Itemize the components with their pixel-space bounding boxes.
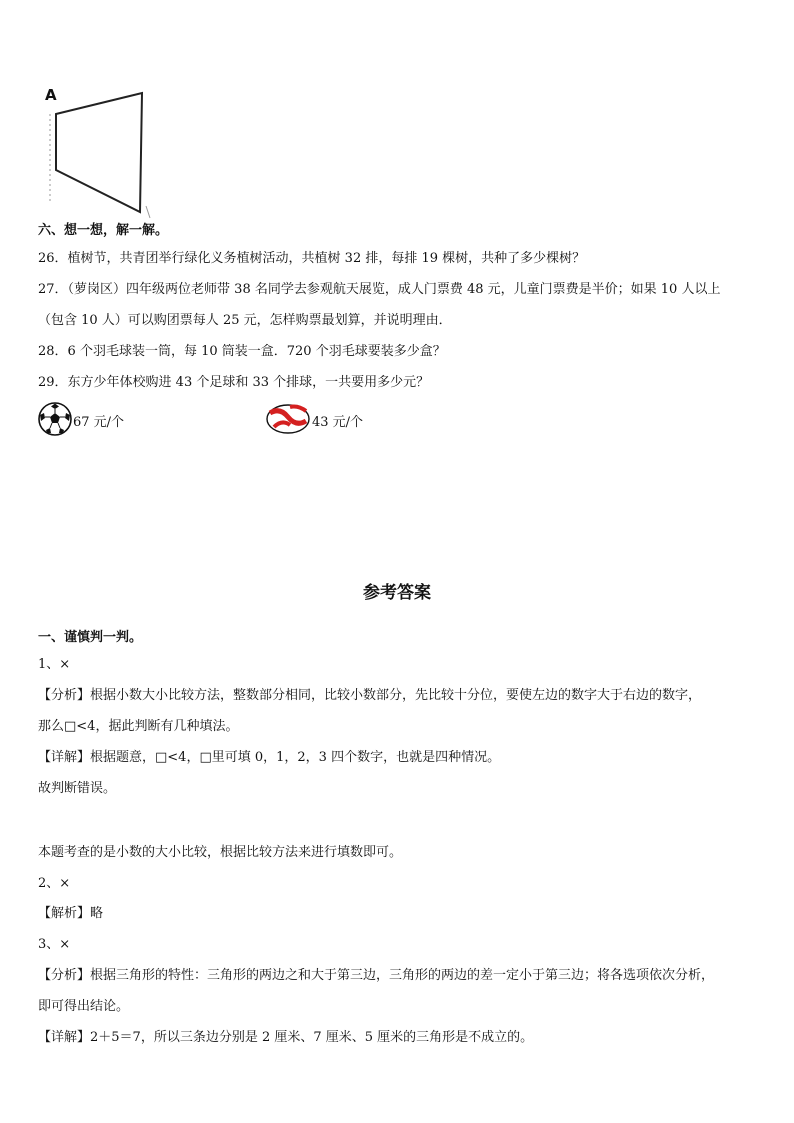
vertex-label-a: A bbox=[45, 86, 57, 104]
answer-1-analysis-line1: 【分析】根据小数大小比较方法，整数部分相同，比较小数部分，先比较十分位，要使左边的数字大于右边的数字， bbox=[38, 688, 702, 703]
answer-1-note: 本题考查的是小数的大小比较，根据比较方法来进行填数即可。 bbox=[38, 845, 403, 860]
answer-2-mark: 2、× bbox=[38, 876, 71, 891]
answer-3-detail: 【详解】2＋5＝7，所以三条边分别是 2 厘米、7 厘米、5 厘米的三角形是不成立的。 bbox=[38, 1030, 534, 1045]
volleyball-item bbox=[266, 401, 406, 437]
football-item bbox=[37, 401, 177, 437]
volleyball-icon bbox=[266, 401, 312, 437]
answers-title: 参考答案 bbox=[363, 583, 431, 603]
question-28: 28．6 个羽毛球装一筒，每 10 筒装一盒．720 个羽毛球要装多少盒？ bbox=[38, 344, 446, 359]
question-27-line2: （包含 10 人）可以购团票每人 25 元，怎样购票最划算，并说明理由． bbox=[38, 313, 452, 328]
answer-1-detail: 【详解】根据题意，□<4，□里可填 0，1，2，3 四个数字，也就是四种情况。 bbox=[38, 750, 501, 765]
football-price: 67 元/个 bbox=[73, 415, 125, 430]
answer-3-mark: 3、× bbox=[38, 937, 71, 952]
answer-2-analysis: 【解析】略 bbox=[38, 906, 104, 921]
trapezoid-drawing bbox=[38, 86, 158, 221]
answer-1-mark: 1、× bbox=[38, 657, 71, 672]
answer-1-analysis-line2: 那么□<4，据此判断有几种填法。 bbox=[38, 719, 239, 734]
trapezoid-figure bbox=[38, 86, 158, 221]
answer-3-analysis-line2: 即可得出结论。 bbox=[38, 999, 130, 1014]
answer-1-conclusion: 故判断错误。 bbox=[38, 781, 117, 796]
question-27-line1: 27．（萝岗区）四年级两位老师带 38 名同学去参观航天展览，成人门票费 48 元，儿童门票费是半价；如果 10 人以上 bbox=[38, 282, 721, 297]
answers-section1-heading: 一、谨慎判一判。 bbox=[38, 630, 143, 645]
answer-3-analysis-line1: 【分析】根据三角形的特性：三角形的两边之和大于第三边，三角形的两边的差一定小于第三边；将各选项依次分析， bbox=[38, 968, 715, 983]
question-29: 29．东方少年体校购进 43 个足球和 33 个排球，一共要用多少元？ bbox=[38, 375, 430, 390]
football-icon bbox=[37, 401, 73, 437]
volleyball-price: 43 元/个 bbox=[312, 415, 364, 430]
section6-heading: 六、想一想，解一解。 bbox=[38, 223, 169, 238]
question-26: 26．植树节，共青团举行绿化义务植树活动，共植树 32 排，每排 19 棵树，共种了多少棵树？ bbox=[38, 251, 586, 266]
